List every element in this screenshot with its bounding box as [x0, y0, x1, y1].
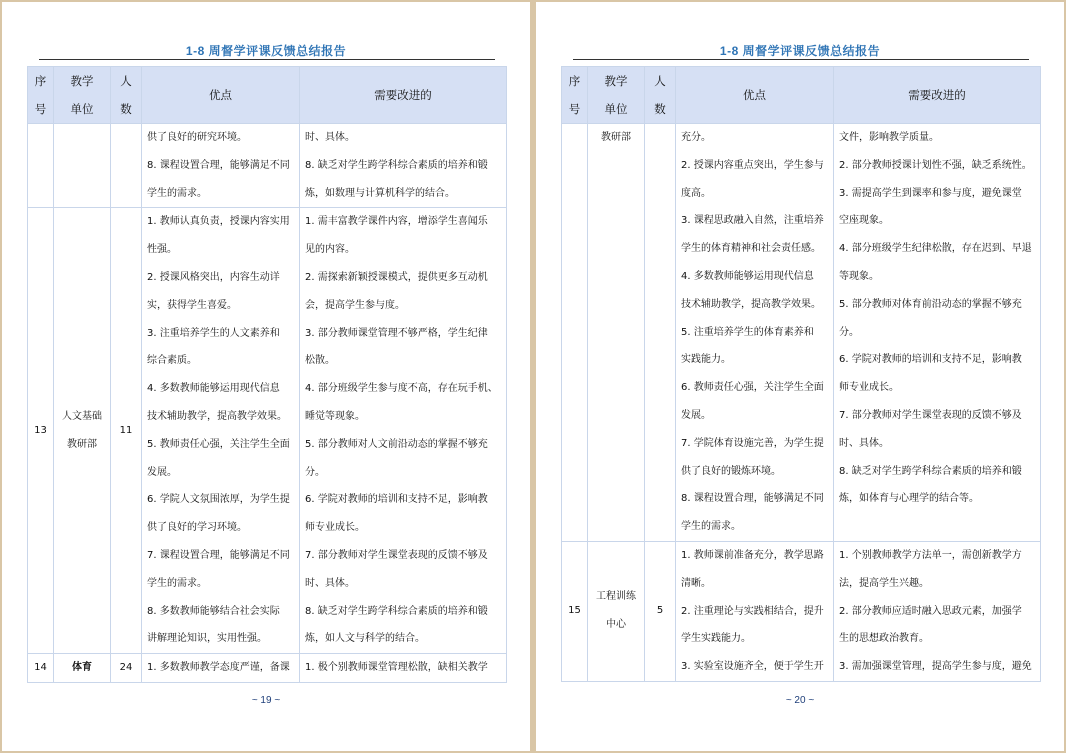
header-rule	[39, 59, 495, 60]
row-unit: 体育	[54, 654, 111, 683]
col-header-unit: 教学 单位	[588, 67, 645, 124]
row-improvements: 1. 需丰富教学课件内容，增添学生喜闻乐 见的内容。 2. 需探索新颖授课模式，提供更多互动机 会，提高学生参与度。 3. 部分教师课堂管理不够严格，学生纪律 松散。 4. 部分班级学生参与度不高，存在玩手机、 睡觉等现象。 5. 部分教师对人文前沿动态的掌握不够充 分。 6. 学院对教师的培训和支持不足，影响教 师专业成长。 7. 部分教师对学生课堂表现的反馈不够及 时、具体。 8. 缺乏对学生跨学科综合素质的培养和锻 炼，如人文与科学的结合。	[300, 208, 507, 654]
row-count: 5	[645, 541, 676, 681]
header-title: 1-8 周督学评课反馈总结报告	[185, 44, 347, 58]
row-strengths: 1. 多数教师教学态度严谨，备课	[142, 654, 300, 683]
row-unit: 人文基础 教研部	[54, 208, 111, 654]
table-header-row	[28, 67, 507, 124]
header-title: 1-8 周督学评课反馈总结报告	[719, 44, 881, 58]
page-left	[2, 2, 530, 751]
col-header-strengths: 优点	[676, 67, 834, 124]
row-strengths: 供了良好的研究环境。 8. 课程设置合理，能够满足不同 学生的需求。	[142, 124, 300, 208]
row-strengths: 充分。 2. 授课内容重点突出，学生参与 度高。 3. 课程思政融入自然，注重培养 学生的体育精神和社会责任感。 4. 多数教师能够运用现代信息 技术辅助教学，提高教学效果。 5. 注重培养学生的体育素养和 实践能力。 6. 教师责任心强，关注学生全面 发展。 7. 学院体育设施完善，为学生提 供了良好的锻炼环境。 8. 课程设置合理，能够满足不同 学生的需求。	[676, 124, 834, 542]
col-header-improvements: 需要改进的	[300, 67, 507, 124]
row-unit: 工程训练 中心	[588, 541, 645, 681]
page-number: ~ 20 ~	[785, 695, 815, 706]
table-row	[28, 654, 507, 683]
row-count: 11	[111, 208, 142, 654]
page-number: ~ 19 ~	[251, 695, 281, 706]
table-row	[562, 124, 1041, 542]
col-header-unit: 教学 单位	[54, 67, 111, 124]
row-improvements: 1. 极个别教师课堂管理松散，缺相关教学	[300, 654, 507, 683]
table-row	[28, 124, 507, 208]
row-count	[111, 124, 142, 208]
table-row	[562, 541, 1041, 681]
row-unit: 教研部	[588, 124, 645, 542]
row-no: 15	[562, 541, 588, 681]
table-header-row	[562, 67, 1041, 124]
col-header-no: 序 号	[28, 67, 54, 124]
row-unit	[54, 124, 111, 208]
row-count	[645, 124, 676, 542]
col-header-count: 人 数	[645, 67, 676, 124]
row-no: 14	[28, 654, 54, 683]
row-no: 13	[28, 208, 54, 654]
row-count: 24	[111, 654, 142, 683]
row-improvements: 时、具体。 8. 缺乏对学生跨学科综合素质的培养和锻 炼，如数理与计算机科学的结合。	[300, 124, 507, 208]
col-header-improvements: 需要改进的	[834, 67, 1041, 124]
col-header-count: 人 数	[111, 67, 142, 124]
feedback-table	[561, 66, 1041, 682]
row-improvements: 1. 个别教师教学方法单一，需创新教学方 法，提高学生兴趣。 2. 部分教师应适时融入思政元素，加强学 生的思想政治教育。 3. 需加强课堂管理，提高学生参与度，避免	[834, 541, 1041, 681]
row-strengths: 1. 教师课前准备充分，教学思路 清晰。 2. 注重理论与实践相结合，提升 学生实践能力。 3. 实验室设施齐全，便于学生开	[676, 541, 834, 681]
row-strengths: 1. 教师认真负责，授课内容实用 性强。 2. 授课风格突出，内容生动详 实，获得学生喜爱。 3. 注重培养学生的人文素养和 综合素质。 4. 多数教师能够运用现代信息 技术辅助教学，提高教学效果。 5. 教师责任心强，关注学生全面 发展。 6. 学院人文氛围浓厚，为学生提 供了良好的学习环境。 7. 课程设置合理，能够满足不同 学生的需求。 8. 多数教师能够结合社会实际 讲解理论知识，实用性强。	[142, 208, 300, 654]
header-rule	[573, 59, 1029, 60]
row-improvements: 文件，影响教学质量。 2. 部分教师授课计划性不强，缺乏系统性。 3. 需提高学生到课率和参与度，避免课堂 空座现象。 4. 部分班级学生纪律松散，存在迟到、早退 等现象。 5. 部分教师对体育前沿动态的掌握不够充 分。 6. 学院对教师的培训和支持不足，影响教 师专业成长。 7. 部分教师对学生课堂表现的反馈不够及 时、具体。 8. 缺乏对学生跨学科综合素质的培养和锻 炼，如体育与心理学的结合等。	[834, 124, 1041, 542]
col-header-no: 序 号	[562, 67, 588, 124]
row-no	[562, 124, 588, 542]
col-header-strengths: 优点	[142, 67, 300, 124]
row-no	[28, 124, 54, 208]
feedback-table	[27, 66, 507, 683]
table-row	[28, 208, 507, 654]
page-right	[536, 2, 1064, 751]
